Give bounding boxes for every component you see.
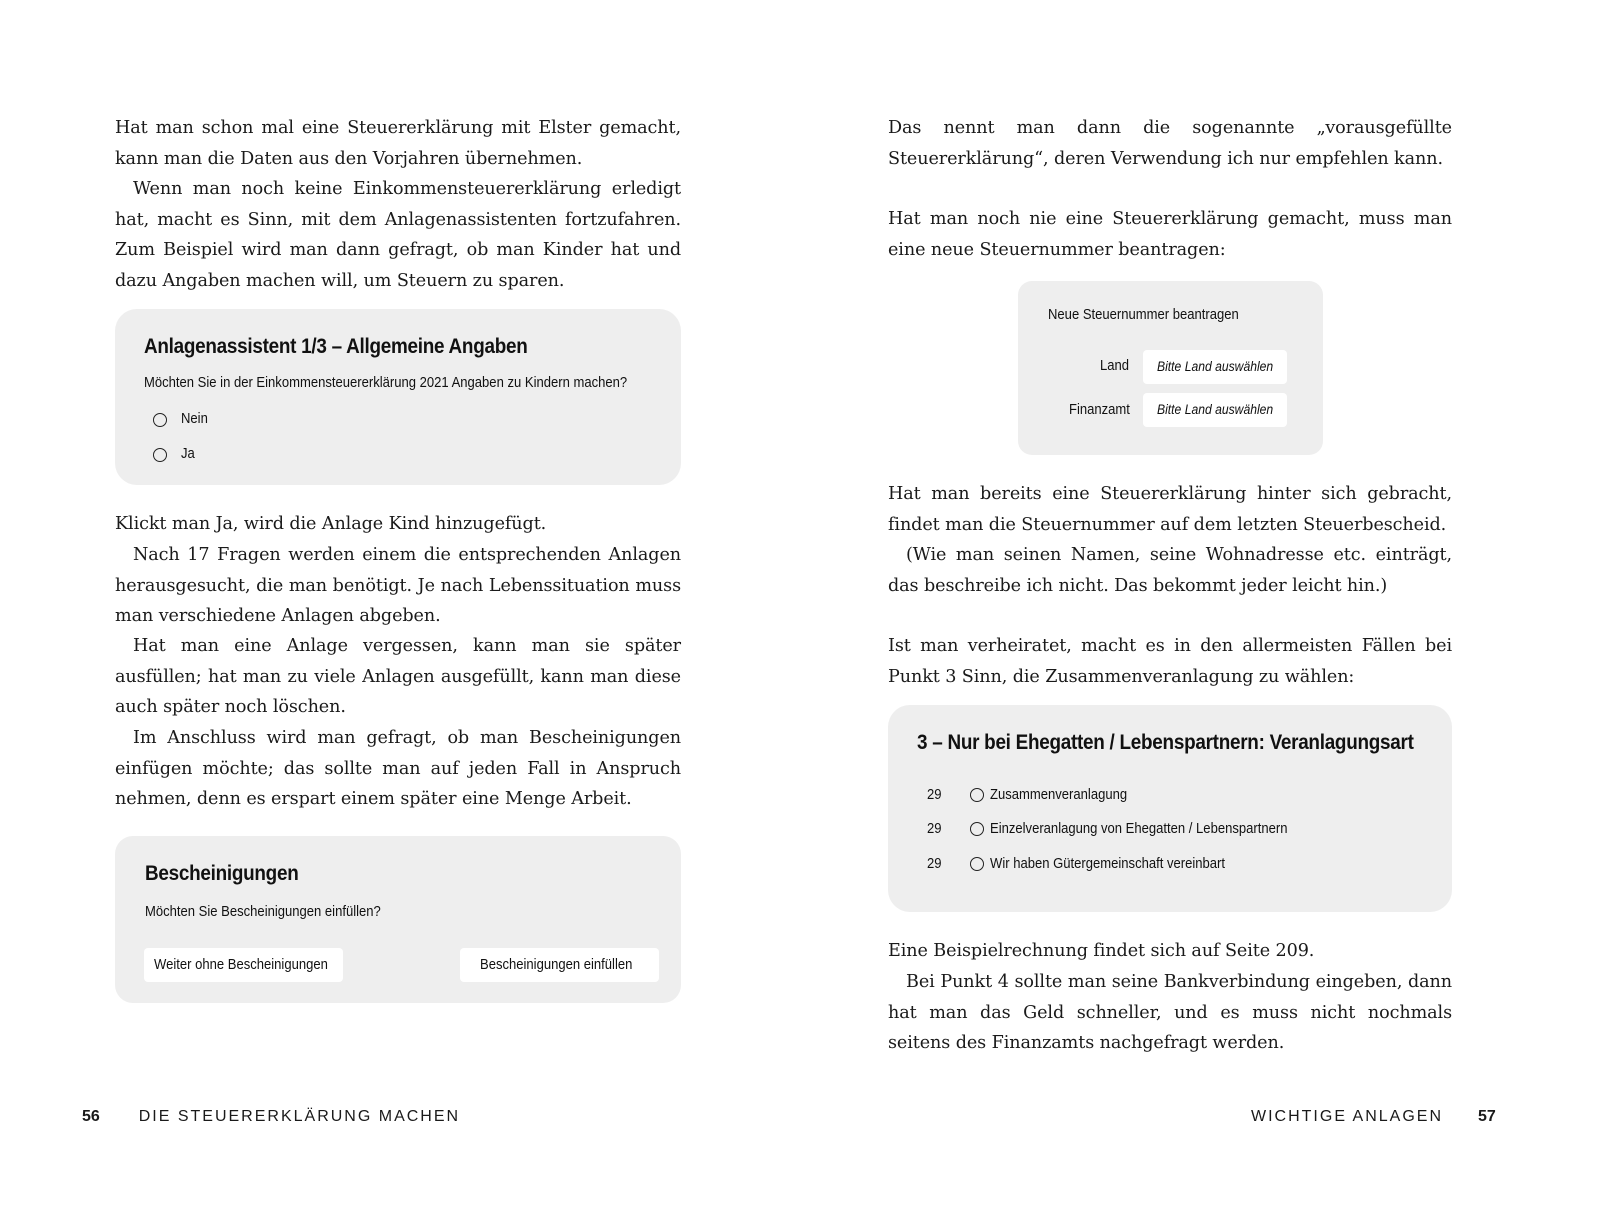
office-select[interactable]: Bitte Land auswählen xyxy=(1143,393,1287,427)
paragraph: (Wie man seinen Namen, seine Wohnadresse etc. einträgt, das beschreibe ich nicht. Das bekommt jeder leicht hin.) xyxy=(888,545,1452,596)
option-label: Zusammenveranlagung xyxy=(990,787,1128,803)
section-title: DIE STEUERERKLÄRUNG MACHEN xyxy=(138,1108,461,1125)
paragraph: Nach 17 Fragen werden einem die entsprechenden Anlagen herausgesucht, die man benötigt. Je nach Lebenssituation muss man verschiedene Anlagen abgeben. xyxy=(115,545,681,627)
certificates-title: Bescheinigungen xyxy=(145,862,299,885)
paragraph: Im Anschluss wird man gefragt, ob man Bescheinigungen einfügen möchte; das sollte man auf jeden Fall in Anspruch nehmen, denn es erspart einem später eine Menge Arbeit. xyxy=(115,728,681,810)
assistant-question: Möchten Sie in der Einkommensteuererklärung 2021 Angaben zu Kindern machen? xyxy=(144,375,628,391)
paragraph: Das nennt man dann die sogenannte „vorausgefüllte Steuererklärung“, deren Verwendung ich nur empfehlen kann. xyxy=(888,118,1452,169)
tax-number-box xyxy=(1018,281,1323,455)
certificates-question: Möchten Sie Bescheinigungen einfüllen? xyxy=(145,904,381,920)
radio-label-nein: Nein xyxy=(181,411,208,427)
tax-number-title: Neue Steuernummer beantragen xyxy=(1048,307,1239,323)
paragraph: Hat man noch nie eine Steuererklärung gemacht, muss man eine neue Steuernummer beantragen: xyxy=(888,209,1452,260)
option-label: Einzelveranlagung von Ehegatten / Lebenspartnern xyxy=(990,821,1288,837)
skip-certificates-button[interactable]: Weiter ohne Bescheinigungen xyxy=(144,948,343,982)
footer-right xyxy=(1251,1108,1496,1126)
assistant-title: Anlagenassistent 1/3 – Allgemeine Angaben xyxy=(144,335,528,358)
paragraph: Eine Beispielrechnung findet sich auf Seite 209. xyxy=(888,941,1315,961)
paragraph: Ist man verheiratet, macht es in den allermeisten Fällen bei Punkt 3 Sinn, die Zusammenveranlagung zu wählen: xyxy=(888,636,1452,687)
radio-ja[interactable] xyxy=(153,448,167,462)
footer-left xyxy=(82,1108,460,1126)
assistant-box xyxy=(115,309,681,485)
page-number: 57 xyxy=(1477,1108,1496,1125)
row-code: 29 xyxy=(927,856,942,872)
section-title: WICHTIGE ANLAGEN xyxy=(1251,1108,1444,1125)
radio-einzelveranlagung[interactable] xyxy=(970,822,984,836)
radio-label-ja: Ja xyxy=(181,446,195,462)
paragraph: Klickt man Ja, wird die Anlage Kind hinzugefügt. xyxy=(115,514,547,534)
office-label: Finanzamt xyxy=(1069,402,1130,418)
paragraph: Hat man eine Anlage vergessen, kann man sie später ausfüllen; hat man zu viele Anlagen ausgefüllt, kann man diese auch später noch löschen. xyxy=(115,636,681,718)
paragraph: Wenn man noch keine Einkommensteuererklärung erledigt hat, macht es Sinn, mit dem Anlagenassistenten fortzufahren. Zum Beispiel wird man dann gefragt, ob man Kinder hat und dazu Angaben machen will, um Steuern zu sparen. xyxy=(115,179,681,291)
certificates-box xyxy=(115,836,681,1003)
option-label: Wir haben Gütergemeinschaft vereinbart xyxy=(990,856,1226,872)
row-code: 29 xyxy=(927,787,942,803)
radio-zusammenveranlagung[interactable] xyxy=(970,788,984,802)
paragraph: Hat man bereits eine Steuererklärung hinter sich gebracht, findet man die Steuernummer auf dem letzten Steuerbescheid. xyxy=(888,484,1452,535)
radio-guetergemeinschaft[interactable] xyxy=(970,857,984,871)
land-label: Land xyxy=(1100,358,1130,374)
assessment-box xyxy=(888,705,1452,912)
assessment-title: 3 – Nur bei Ehegatten / Lebenspartnern: Veranlagungsart xyxy=(917,731,1414,754)
paragraph: Hat man schon mal eine Steuererklärung mit Elster gemacht, kann man die Daten aus den Vorjahren übernehmen. xyxy=(115,118,681,169)
land-select[interactable]: Bitte Land auswählen xyxy=(1143,350,1287,384)
radio-nein[interactable] xyxy=(153,413,167,427)
fill-certificates-button[interactable]: Bescheinigungen einfüllen xyxy=(460,948,659,982)
paragraph: Bei Punkt 4 sollte man seine Bankverbindung eingeben, dann hat man das Geld schneller, und es muss nicht nochmals seitens des Finanzamts nachgefragt werden. xyxy=(888,972,1452,1054)
page-number: 56 xyxy=(82,1108,100,1125)
row-code: 29 xyxy=(927,821,942,837)
